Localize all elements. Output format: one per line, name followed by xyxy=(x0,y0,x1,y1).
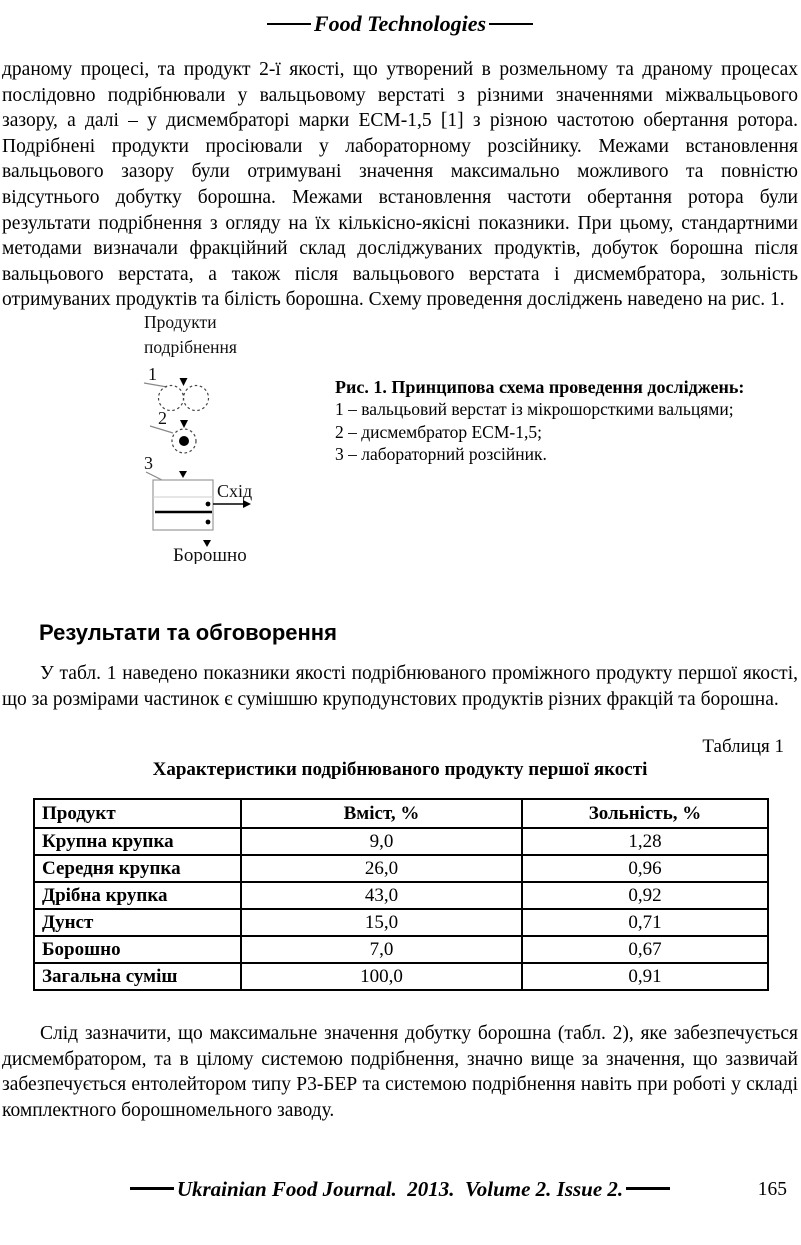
table-label: Таблиця 1 xyxy=(702,736,784,758)
table-header-cell: Вміст, % xyxy=(241,799,522,828)
table-cell-content: 9,0 xyxy=(241,828,522,855)
diagram-number-2: 2 xyxy=(158,407,167,428)
table-row xyxy=(34,855,768,882)
figure-caption-title: Рис. 1. Принципова схема проведення досліджень: xyxy=(335,376,745,397)
decorative-rule xyxy=(267,23,311,26)
section-heading: Результати та обговорення xyxy=(39,619,337,645)
table-cell-ash: 0,96 xyxy=(522,855,768,882)
journal-citation: Ukrainian Food Journal. 2013. Volume 2. Issue 2. xyxy=(176,1176,624,1201)
paragraph-1: драному процесі, та продукт 2-ї якості, що утворений в розмельному та драному процесах послідовно подрібнювали у вальцьовому верстаті з різними значеннями міжвальцьового зазору, а далі – у дисмембраторі марки ЕСМ-1,5 [1] з різною частотою обертання ротора. Подрібнені продукти просіювали у лабораторному розсійнику. Межами встановлення вальцьового зазору були отримувані значення максимально можливого та повністю відсутнього добутку борошна. Межами встановлення частоти обертання ротора були результати подрібнення з огляду на їх кількісно-якісні показники. При цьому, стандартними методами визначали фракційний склад досліджуваних продуктів, добуток борошна після вальцьового верстата, а також після вальцьового верстата і дисмембратора, зольність отримуваних продуктів та білість борошна. Схему проведення досліджень наведено на рис. 1. xyxy=(2,59,798,311)
paragraph-3: Слід зазначити, що максимальне значення добутку борошна (табл. 2), яке забезпечується дисмембратором, та в цілому системою подрібнення, значно вище за значення, що зазвичай забезпечується ентолейтором типу Р3-БЕР та системою подрібнення навіть при роботі у складі комплектного борошномельного заводу. xyxy=(2,1023,798,1121)
roller-icon xyxy=(184,385,209,410)
table-header-row xyxy=(34,799,768,828)
table-cell-product: Дунст xyxy=(34,909,241,936)
skhid-arrow-head-icon xyxy=(243,500,251,508)
diagram-number-1: 1 xyxy=(148,363,157,384)
figure-1 xyxy=(2,314,798,564)
table-row xyxy=(34,963,768,990)
table-cell-product: Середня крупка xyxy=(34,855,241,882)
decorative-rule xyxy=(489,23,533,26)
table-cell-content: 43,0 xyxy=(241,882,522,909)
table-cell-ash: 0,67 xyxy=(522,936,768,963)
sieve-box xyxy=(153,480,213,530)
decorative-rule xyxy=(626,1187,670,1190)
figure-caption xyxy=(335,376,744,466)
table-cell-product: Дрібна крупка xyxy=(34,882,241,909)
overs-dot xyxy=(206,502,211,507)
diagram-label-skhid: Схід xyxy=(217,480,253,501)
table-cell-product: Крупна крупка xyxy=(34,828,241,855)
dismembrator-rotor-dot xyxy=(179,436,189,446)
flow-arrow-icon xyxy=(180,420,188,428)
figure-caption-item: 3 – лабораторний розсійник. xyxy=(335,444,547,465)
leader-line-3 xyxy=(146,472,162,480)
table-cell-content: 26,0 xyxy=(241,855,522,882)
table-cell-content: 100,0 xyxy=(241,963,522,990)
table-row xyxy=(34,882,768,909)
diagram-label-products-line2: подрібнення xyxy=(144,336,237,357)
diagram-label-products-line1: Продукти xyxy=(144,313,217,332)
decorative-rule xyxy=(130,1187,174,1190)
figure-caption-item: 1 – вальцьовий верстат із мікрошорсткими вальцями; xyxy=(335,399,734,420)
table-cell-content: 7,0 xyxy=(241,936,522,963)
running-head-title: Food Technologies xyxy=(313,11,487,36)
page-number: 165 xyxy=(757,1178,787,1200)
table-cell-ash: 0,91 xyxy=(522,963,768,990)
roller-icon xyxy=(159,385,184,410)
paragraph-2: У табл. 1 наведено показники якості подрібнюваного проміжного продукту першої якості, що за розмірами частинок є сумішшю круподунстових продуктів різних фракцій та борошна. xyxy=(2,662,798,710)
figure-diagram xyxy=(140,314,270,564)
diagram-number-3: 3 xyxy=(144,452,153,473)
table-cell-ash: 1,28 xyxy=(522,828,768,855)
table-header-cell: Зольність, % xyxy=(522,799,768,828)
table-cell-product: Загальна суміш xyxy=(34,963,241,990)
running-head xyxy=(2,12,798,36)
table-header-cell: Продукт xyxy=(34,799,241,828)
page-footer xyxy=(2,1176,798,1202)
table-cell-ash: 0,92 xyxy=(522,882,768,909)
diagram-label-boroshno: Борошно xyxy=(173,544,247,564)
table-cell-product: Борошно xyxy=(34,936,241,963)
table-title: Характеристики подрібнюваного продукту першої якості xyxy=(152,759,648,781)
table-cell-ash: 0,71 xyxy=(522,909,768,936)
table-row xyxy=(34,828,768,855)
throughs-dot xyxy=(206,520,211,525)
figure-caption-item: 2 – дисмембратор ЕСМ-1,5; xyxy=(335,421,542,442)
flow-arrow-icon xyxy=(180,378,188,386)
table-cell-content: 15,0 xyxy=(241,909,522,936)
table-1 xyxy=(33,798,769,991)
flow-arrow-icon xyxy=(179,471,187,478)
table-row xyxy=(34,909,768,936)
table-row xyxy=(34,936,768,963)
